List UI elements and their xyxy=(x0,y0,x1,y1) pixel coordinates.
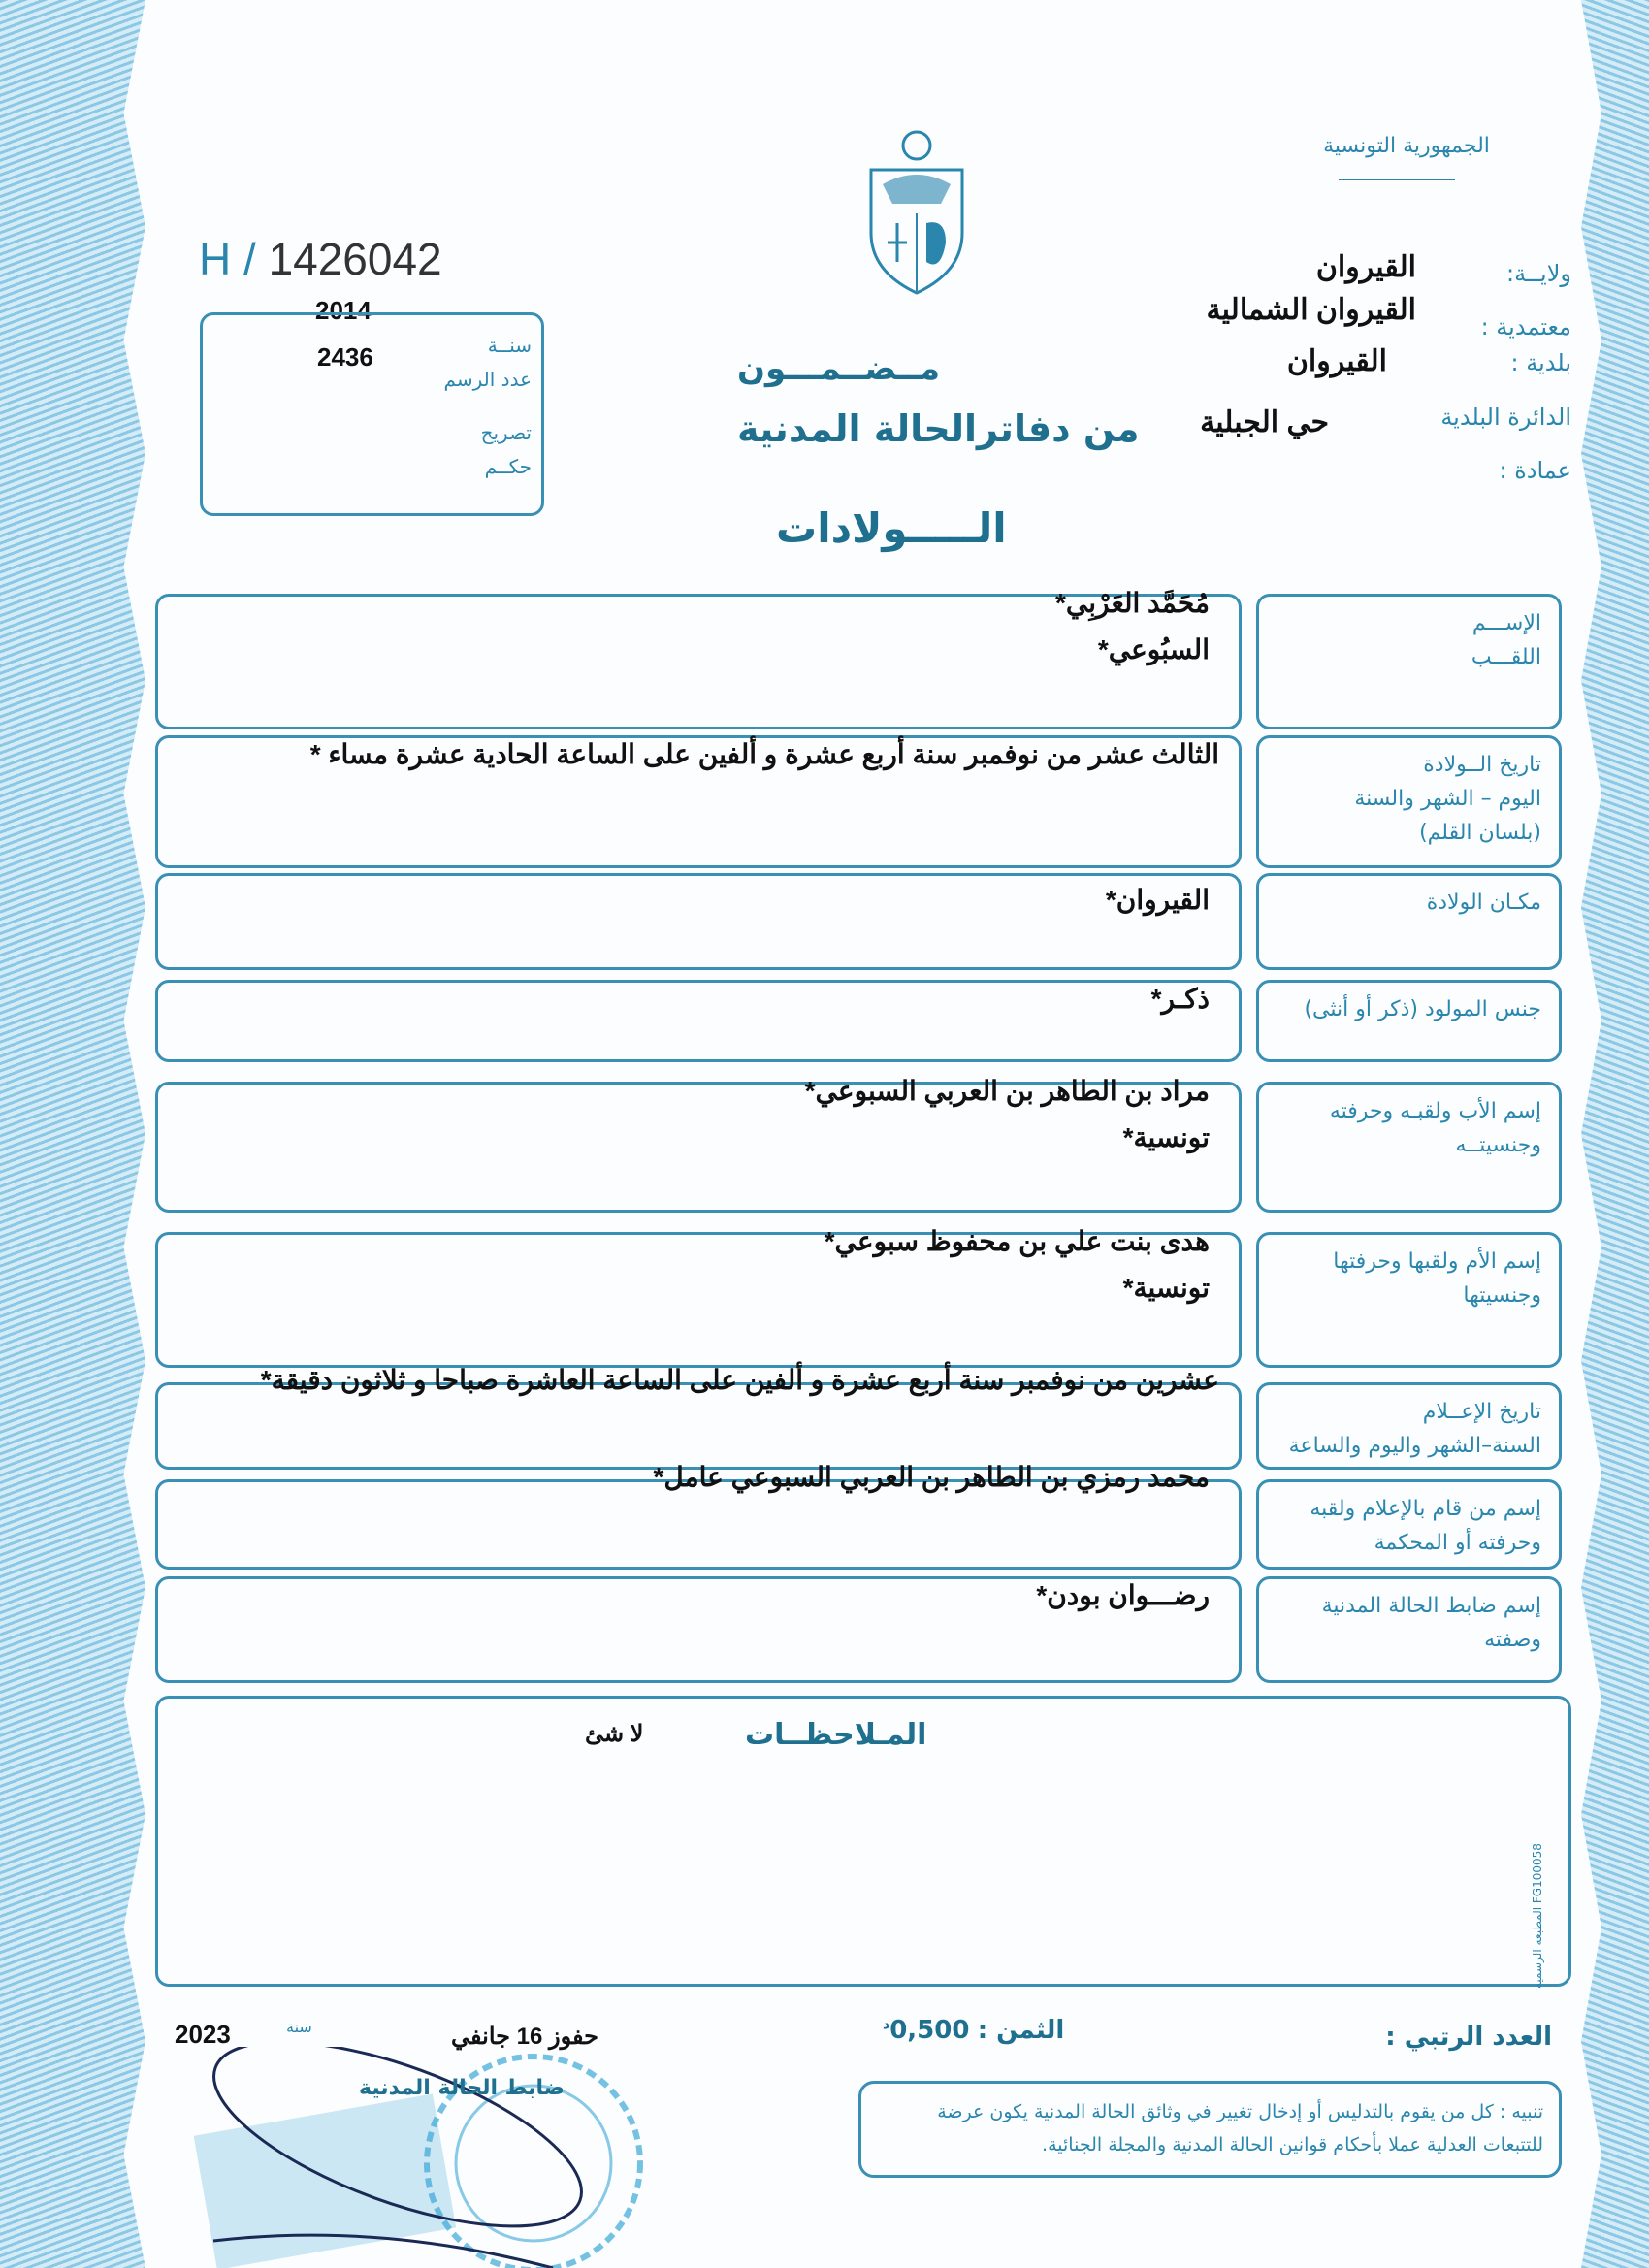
field-value: القيروان* xyxy=(1105,885,1210,915)
year-label: سنــة xyxy=(487,334,532,357)
value-box xyxy=(155,1576,1242,1683)
title-line1: مــضــمـــون xyxy=(737,349,941,388)
remarks-value: لا شئ xyxy=(585,1721,644,1747)
imada-label: عمادة : xyxy=(1499,456,1571,484)
value-box xyxy=(155,1462,1242,1570)
field-value: تونسية* xyxy=(1122,1273,1210,1303)
coat-of-arms-icon xyxy=(863,126,970,296)
field-label: وجنسيتــه xyxy=(1455,1133,1541,1158)
district-value: حي الجبلية xyxy=(1200,406,1329,438)
price: الثمن : $0,500^د$ xyxy=(883,2016,1065,2045)
field-label: (بلسان القلم) xyxy=(1419,821,1541,846)
value-box xyxy=(155,873,1242,970)
declaration-label: تصريح xyxy=(480,421,532,444)
judgment-label: حكــم xyxy=(484,455,532,478)
value-box xyxy=(155,980,1242,1062)
legal-notice: تنبيه : كل من يقوم بالتدليس أو إدخال تغيير في وثائق الحالة المدنية يكون عرضة للتتبعات العدلية عملا بأحكام قوانين الحالة المدنية والمجلة الجنائية. xyxy=(937,2101,1543,2156)
field-label: إسم من قام بالإعلام ولقبه xyxy=(1310,1497,1541,1521)
field-label-box xyxy=(1256,594,1562,729)
field-label: اللقـــب xyxy=(1471,645,1541,670)
governorate-value: القيروان xyxy=(1315,251,1416,283)
field-label-box xyxy=(1256,1232,1562,1368)
notice-box xyxy=(858,2081,1562,2178)
act-number-value: 2436 xyxy=(317,342,373,372)
field-label-box xyxy=(1256,1576,1562,1683)
officer-title: ضابط الحالة المدنية xyxy=(359,2076,566,2100)
field-label: السنة–الشهر واليوم والساعة xyxy=(1288,1434,1541,1459)
field-label-box xyxy=(1256,735,1562,868)
field-label: إسم ضابط الحالة المدنية xyxy=(1321,1594,1541,1618)
field-label: تاريخ الإعــلام xyxy=(1422,1400,1541,1424)
field-label-box xyxy=(1256,1382,1562,1470)
remarks-label: المـلاحظــات xyxy=(745,1718,927,1752)
field-label: إسم الأم ولقبها وحرفتها xyxy=(1333,1249,1541,1274)
location-labels xyxy=(1397,247,1571,498)
order-number-label: العدد الرتبي : xyxy=(1385,2023,1552,2052)
field-value: مراد بن الطاهر بن العربي السبوعي* xyxy=(804,1076,1210,1106)
security-border-left xyxy=(0,0,146,2268)
field-label: وصفته xyxy=(1484,1628,1541,1653)
divider xyxy=(1339,179,1455,180)
field-label: إسم الأب ولقبـه وحرفته xyxy=(1329,1099,1541,1123)
year-value: 2014 xyxy=(315,296,372,325)
field-label: مكـان الولادة xyxy=(1426,891,1541,915)
value-box xyxy=(155,1226,1242,1368)
field-value: تونسية* xyxy=(1122,1122,1210,1152)
register-box xyxy=(200,312,544,516)
republic-label: الجمهورية التونسية xyxy=(1323,134,1490,158)
printer-mark: المطبعة الرسمية FG100058 xyxy=(1531,1843,1544,1989)
issue-year-label: سنة xyxy=(286,2018,312,2036)
field-value: ذكـر* xyxy=(1150,984,1210,1014)
field-label: اليوم – الشهر والسنة xyxy=(1354,787,1541,812)
field-value: رضـــوان بودن* xyxy=(1036,1580,1210,1610)
municipality-value: القيروان xyxy=(1286,345,1387,377)
municipality-label: بلدية : xyxy=(1510,349,1571,377)
field-label-box xyxy=(1256,1479,1562,1570)
issue-date: حفوز 16 جانفي xyxy=(451,2024,598,2050)
remarks-box xyxy=(155,1696,1571,1987)
field-value: عشرين من نوفمبر سنة أربع عشرة و ألفين على الساعة العاشرة صباحا و ثلاثون دقيقة* xyxy=(260,1365,1219,1395)
field-value: الثالث عشر من نوفمبر سنة أربع عشرة و ألفين على الساعة الحادية عشرة مساء * xyxy=(309,739,1219,769)
security-border-right xyxy=(1581,0,1649,2268)
field-label-box xyxy=(1256,1082,1562,1213)
district-label: الدائرة البلدية xyxy=(1440,403,1571,431)
serial-number: H / 1426042 xyxy=(199,234,442,284)
field-label: تاريخ الــولادة xyxy=(1423,753,1541,777)
field-label-box xyxy=(1256,980,1562,1062)
delegation-value: القيروان الشمالية xyxy=(1206,294,1416,326)
section-title: الـــــولادات xyxy=(776,504,1007,552)
field-label: جنس المولود (ذكر أو أنثى) xyxy=(1304,997,1541,1021)
field-value: السبُوعي* xyxy=(1097,634,1210,664)
value-box xyxy=(155,1365,1242,1470)
value-box xyxy=(155,735,1242,868)
act-number-label: عدد الرسم xyxy=(443,368,532,391)
field-label: الإســـم xyxy=(1471,611,1541,635)
title-line2: من دفاترالحالة المدنية xyxy=(737,407,1140,450)
field-label-box xyxy=(1256,873,1562,970)
field-value: هدى بنت علي بن محفوظ سبوعي* xyxy=(824,1226,1210,1256)
field-label: وحرفته أو المحكمة xyxy=(1374,1531,1541,1556)
register-labels xyxy=(444,329,532,484)
value-box xyxy=(155,1076,1242,1213)
governorate-label: ولايــة: xyxy=(1506,260,1571,287)
field-value: مُحَمَّد العَرْبِي* xyxy=(1054,588,1210,618)
value-box xyxy=(155,588,1242,729)
delegation-label: معتمدية : xyxy=(1480,313,1571,341)
field-value: محمد رمزي بن الطاهر بن العربي السبوعي عامل* xyxy=(653,1462,1210,1492)
issue-year: 2023 xyxy=(175,2020,231,2049)
field-label: وجنسيتها xyxy=(1463,1283,1541,1309)
